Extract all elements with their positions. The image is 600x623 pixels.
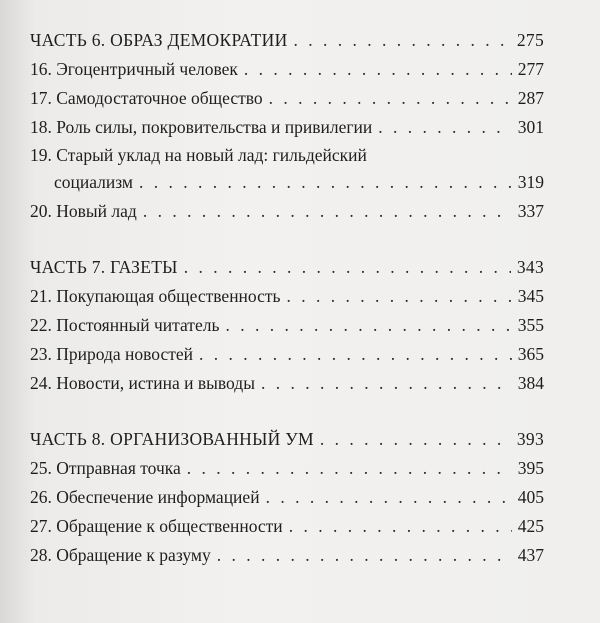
table-of-contents (30, 26, 544, 597)
dot-leader (289, 512, 512, 541)
toc-chapter (30, 340, 544, 369)
dot-leader (139, 168, 512, 197)
dot-leader (244, 55, 512, 84)
page-number: 337 (517, 201, 544, 221)
chapter-title: 20. Новый лад (30, 201, 137, 221)
dot-leader (225, 311, 511, 340)
toc-chapter-wrapped (30, 142, 544, 197)
toc-part-heading (30, 26, 544, 55)
toc-chapter (30, 512, 544, 541)
part-title: ЧАСТЬ 6. ОБРАЗ ДЕМОКРАТИИ (30, 30, 288, 50)
toc-chapter (30, 282, 544, 311)
toc-chapter (30, 369, 544, 398)
dot-leader (261, 369, 512, 398)
chapter-title: 28. Обращение к разуму (30, 545, 211, 565)
page-number: 437 (517, 545, 544, 565)
chapter-title-line-2: социализм (54, 172, 134, 192)
page-number: 277 (517, 59, 544, 79)
dot-leader (187, 454, 512, 483)
toc-chapter (30, 311, 544, 340)
toc-chapter (30, 197, 544, 226)
toc-chapter (30, 84, 544, 113)
page-number: 365 (517, 344, 544, 364)
toc-chapter (30, 113, 544, 142)
part-title: ЧАСТЬ 7. ГАЗЕТЫ (30, 257, 178, 277)
dot-leader (184, 253, 511, 282)
chapter-title: 17. Самодостаточное общество (30, 88, 263, 108)
toc-chapter (30, 454, 544, 483)
dot-leader (143, 197, 512, 226)
toc-chapter (30, 483, 544, 512)
dot-leader (217, 541, 512, 570)
chapter-title: 24. Новости, истина и выводы (30, 373, 255, 393)
chapter-title: 18. Роль силы, покровительства и привилегии (30, 117, 373, 137)
toc-section-part-6 (30, 26, 544, 226)
toc-part-heading (30, 425, 544, 454)
chapter-title-line-1: 19. Старый уклад на новый лад: гильдейский (30, 145, 367, 165)
toc-part-heading (30, 253, 544, 282)
toc-section-part-8 (30, 425, 544, 570)
dot-leader (269, 84, 512, 113)
dot-leader (287, 282, 512, 311)
chapter-title: 25. Отправная точка (30, 458, 181, 478)
chapter-title: 27. Обращение к общественности (30, 516, 283, 536)
page-number: 301 (517, 117, 544, 137)
dot-leader (378, 113, 512, 142)
page-number: 384 (517, 373, 544, 393)
chapter-title: 16. Эгоцентричный человек (30, 59, 238, 79)
chapter-title: 21. Покупающая общественность (30, 286, 281, 306)
page-number: 287 (517, 88, 544, 108)
toc-chapter (30, 541, 544, 570)
chapter-title: 23. Природа новостей (30, 344, 194, 364)
page-number: 343 (516, 257, 544, 277)
chapter-title: 22. Постоянный читатель (30, 315, 220, 335)
page-number: 393 (516, 429, 544, 449)
page-number: 425 (517, 516, 544, 536)
dot-leader (199, 340, 512, 369)
dot-leader (320, 425, 511, 454)
page-number: 395 (517, 458, 544, 478)
chapter-title: 26. Обеспечение информацией (30, 487, 260, 507)
page-number: 355 (517, 315, 544, 335)
page-number: 345 (517, 286, 544, 306)
toc-chapter (30, 55, 544, 84)
dot-leader (294, 26, 511, 55)
toc-chapter-continuation (30, 168, 544, 197)
dot-leader (266, 483, 512, 512)
part-title: ЧАСТЬ 8. ОРГАНИЗОВАННЫЙ УМ (30, 429, 314, 449)
toc-section-part-7 (30, 253, 544, 398)
page-number: 319 (517, 172, 544, 192)
page-number: 405 (517, 487, 544, 507)
page-number: 275 (516, 30, 544, 50)
